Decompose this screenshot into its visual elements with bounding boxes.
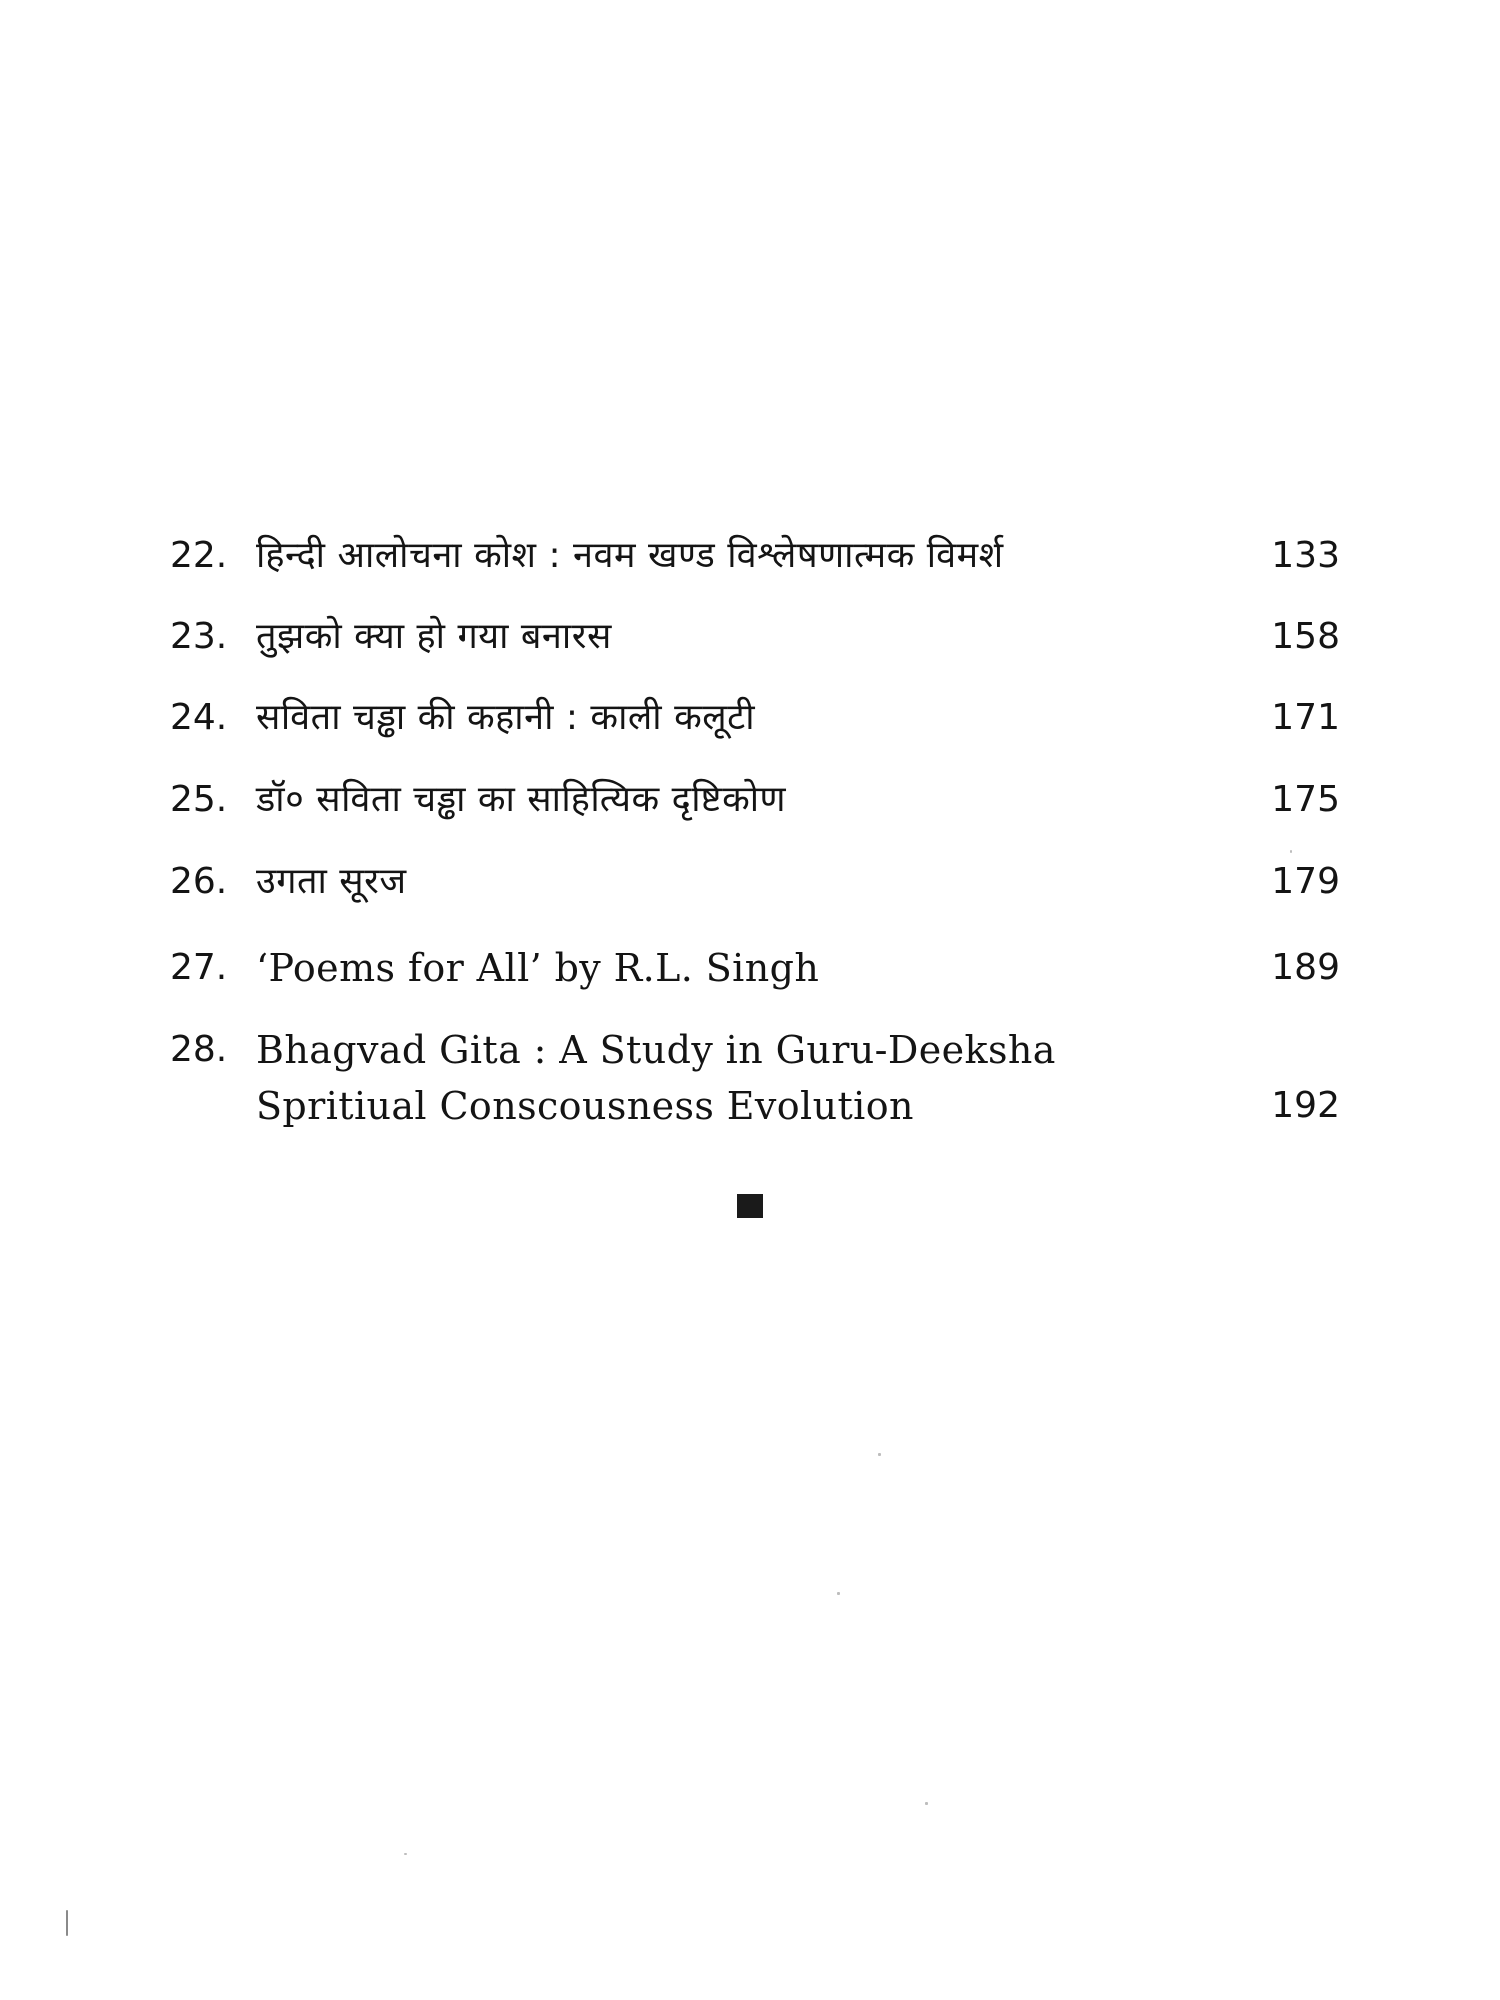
toc-entry-title-line-2: Spritiual Conscousness Evolution <box>256 1084 914 1128</box>
scan-speck <box>878 1453 881 1456</box>
toc-entry-page: 179 <box>1271 861 1340 902</box>
toc-entry-number: 23. <box>170 616 228 657</box>
toc-entry-number: 22. <box>170 535 228 576</box>
toc-entry-title: डॉ० सविता चड्ढा का साहित्यिक दृष्टिकोण <box>256 779 787 820</box>
toc-entry-page: 158 <box>1271 616 1340 657</box>
toc-entry-title <box>256 1026 1236 1138</box>
toc-entry-title: तुझको क्या हो गया बनारस <box>256 616 612 657</box>
scan-speck <box>837 1592 840 1595</box>
toc-entry-page: 192 <box>1271 1085 1340 1126</box>
toc-entry-page: 133 <box>1271 535 1340 576</box>
toc-entry-number: 25. <box>170 779 228 820</box>
toc-entry-title: उगता सूरज <box>256 861 407 902</box>
toc-entry-number: 26. <box>170 861 228 902</box>
toc-entry-page: 175 <box>1271 779 1340 820</box>
scan-speck <box>925 1802 928 1805</box>
toc-entry-number: 27. <box>170 947 228 988</box>
toc-entry-number: 24. <box>170 697 228 738</box>
toc-entry-page: 189 <box>1271 947 1340 988</box>
scan-speck <box>404 1853 407 1855</box>
toc-entry-title: सविता चड्ढा की कहानी : काली कलूटी <box>256 697 756 738</box>
scan-speck <box>66 1910 68 1936</box>
scan-speck <box>1290 850 1292 853</box>
end-of-section-mark <box>737 1194 763 1218</box>
toc-entry-title: हिन्दी आलोचना कोश : नवम खण्ड विश्लेषणात्मक विमर्श <box>256 535 1004 576</box>
toc-entry-number: 28. <box>170 1029 228 1070</box>
toc-entry-page: 171 <box>1271 697 1340 738</box>
toc-entry-title-line-1: Bhagvad Gita : A Study in Guru-Deeksha <box>256 1028 1056 1072</box>
toc-entry-title: ‘Poems for All’ by R.L. Singh <box>256 946 820 990</box>
